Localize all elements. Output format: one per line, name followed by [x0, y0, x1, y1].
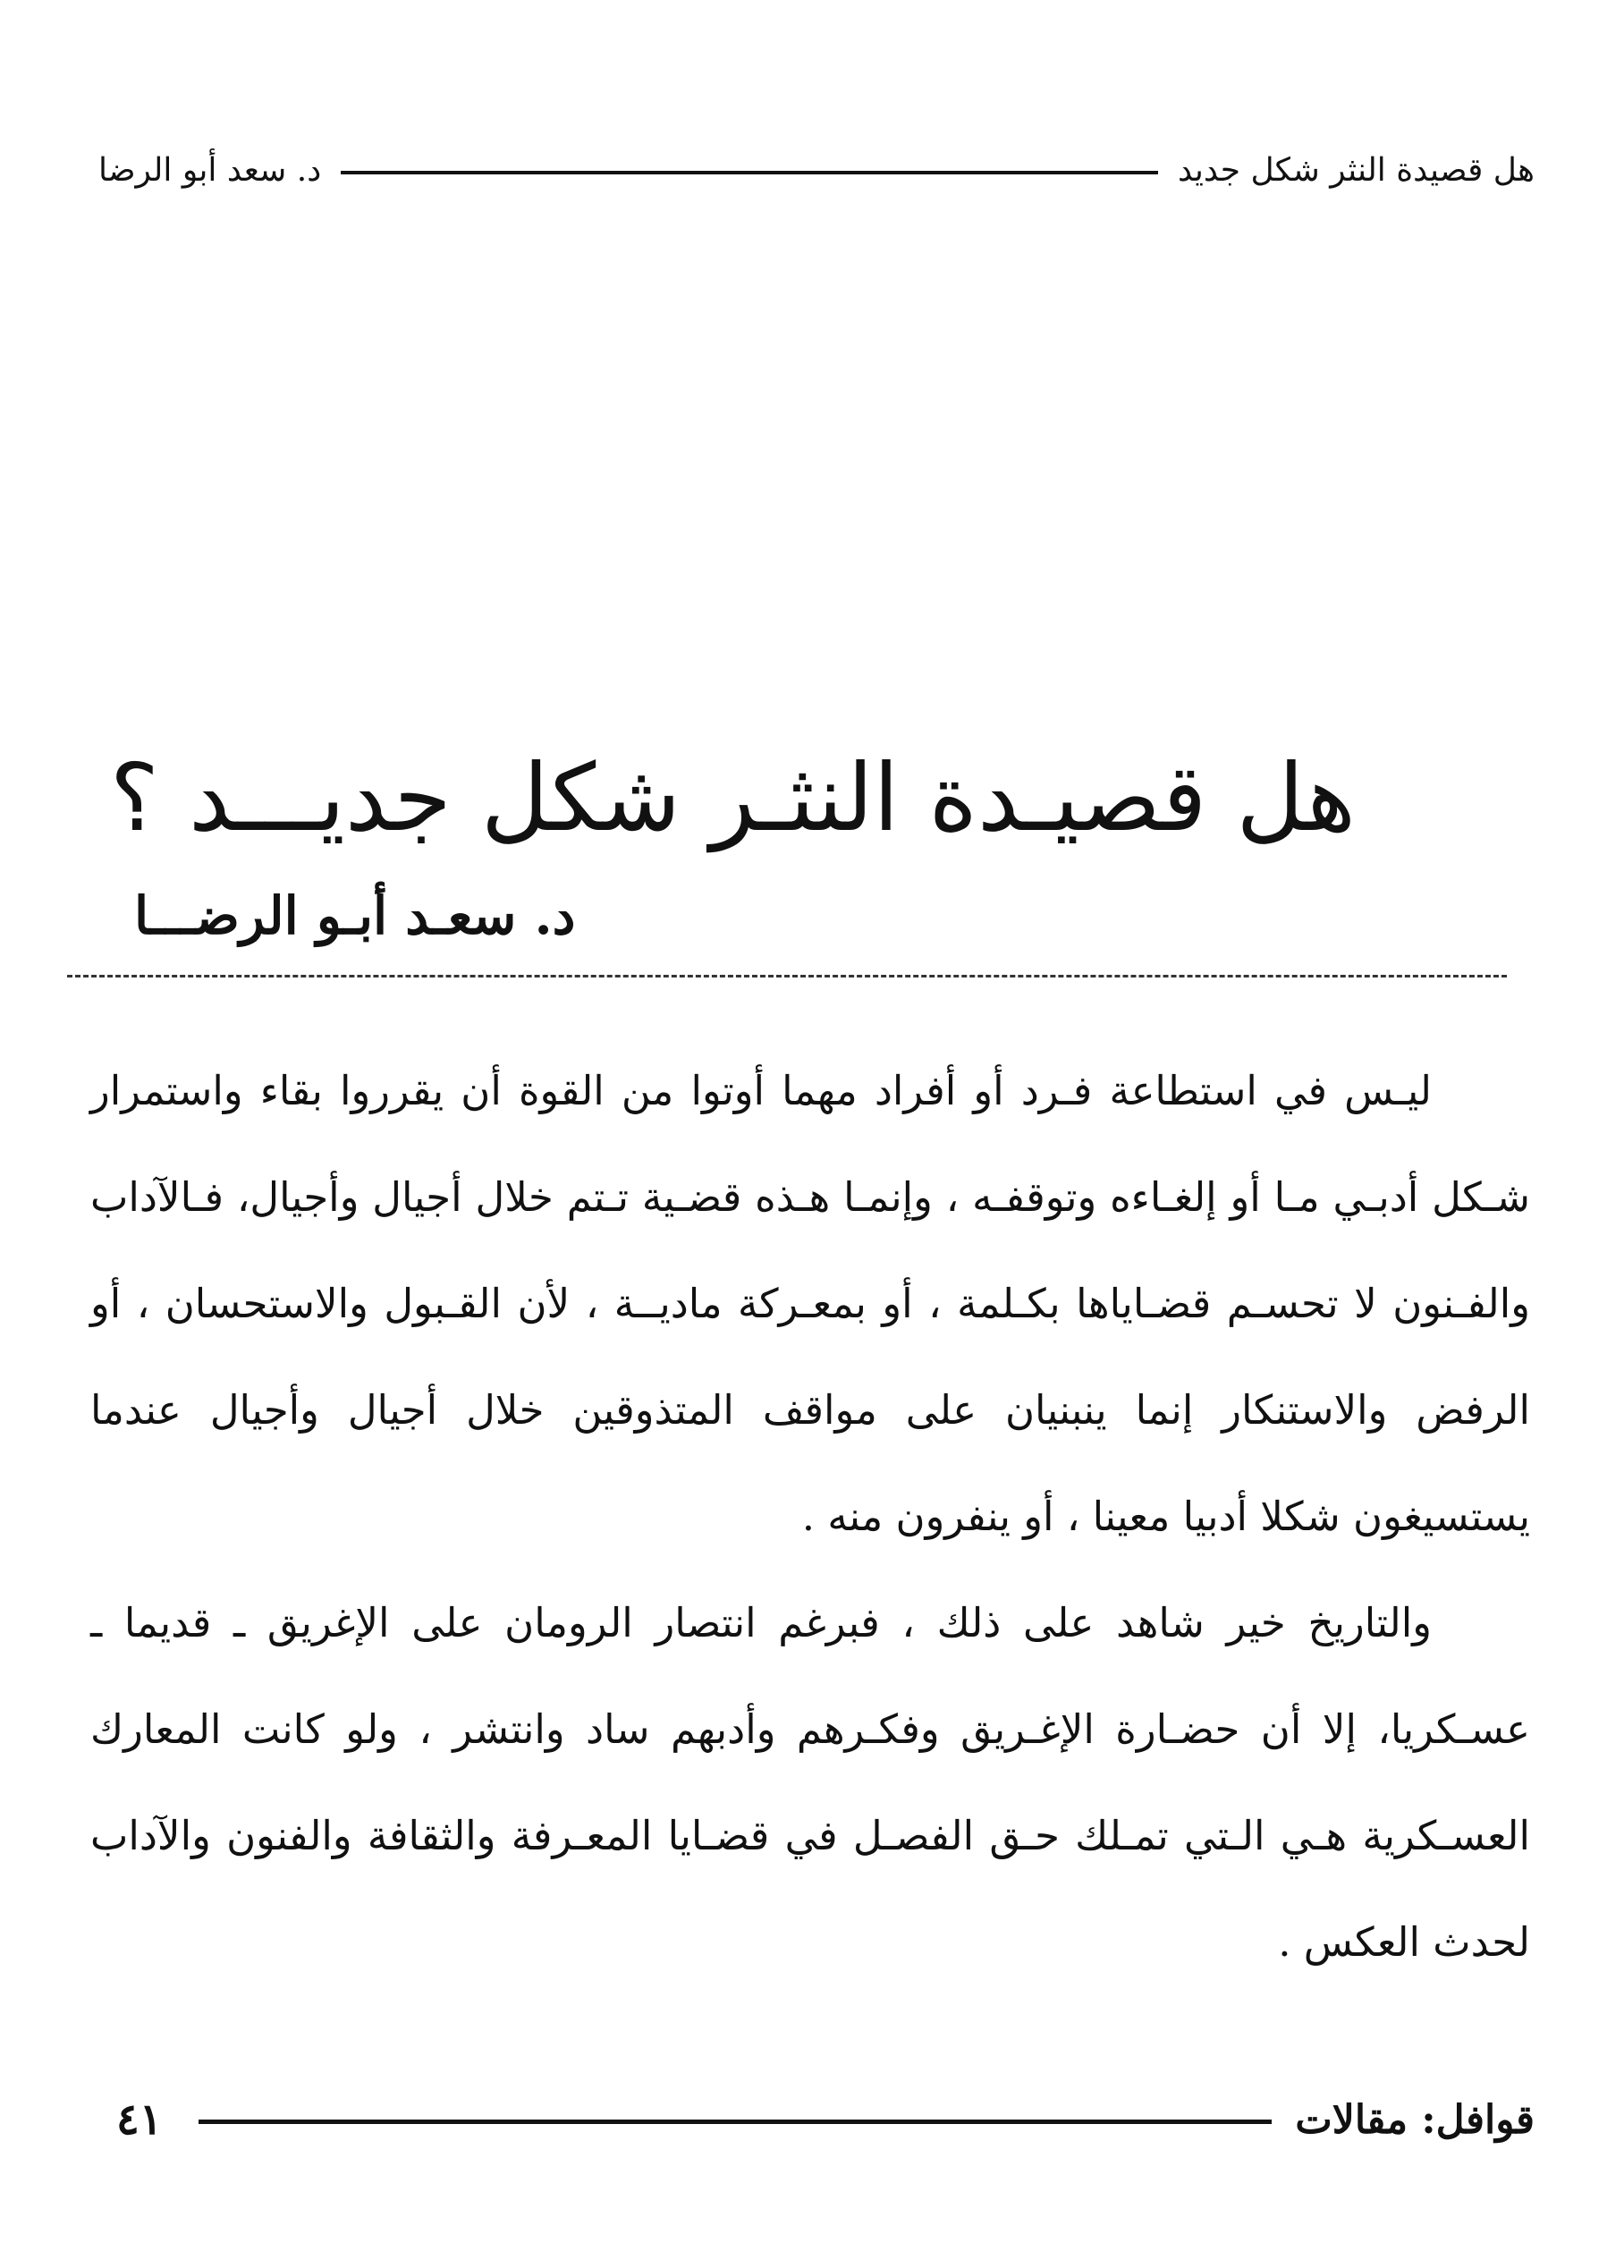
footer-rule: [199, 2120, 1273, 2124]
running-header: [98, 143, 1535, 197]
article-author: د. سعـد أبـو الرضـــا: [134, 885, 576, 946]
running-header-author: د. سعد أبو الرضا: [98, 151, 322, 189]
footer-series-label: قوافل: مقالات: [1295, 2096, 1535, 2143]
article-title: هل قصيـدة النثـر شكل جديـــد ؟: [109, 743, 1356, 852]
page-footer: [116, 2088, 1535, 2151]
article-author-block: [134, 885, 1064, 946]
paragraph-2: والتاريخ خير شاهد على ذلك ، فبرغم انتصار الرومان على الإغريق ـ قديما ـ عسـكريا، إلا أن حضـارة الإغـريق وفكـرهم وأدبهم ساد وانتشر ، ولو كانت المعارك العسـكرية هـي الـتي تمـلك حـق الفصـل في قضـايا المعـرفة والثقافة والفنون والآداب لحدث العكس .: [90, 1599, 1530, 1966]
article-body: [90, 1037, 1530, 1995]
title-divider: [67, 975, 1507, 977]
running-header-title: هل قصيدة النثر شكل جديد: [1177, 151, 1535, 189]
paragraph-1: ليـس في استطاعة فـرد أو أفراد مهما أوتوا من القوة أن يقرروا بقاء واستمرار شـكل أدبـي مـا أو إلغـاءه وتوقفـه ، وإنمـا هـذه قضـية تـتم خلال أجيال وأجيال، فـالآداب والفـنون لا تحسـم قضـاياها بكـلمة ، أو بمعـركة ماديــة ، لأن القـبول والاستحسان ، أو الرفض والاستنكار إنما ينبنيان على مواقف المتذوقين خلال أجيال وأجيال عندما يستسيغون شكلا أدبيا معينا ، أو ينفرون منه .: [90, 1067, 1530, 1540]
running-header-rule: [341, 171, 1158, 174]
page-number: ٤١: [116, 2095, 163, 2145]
